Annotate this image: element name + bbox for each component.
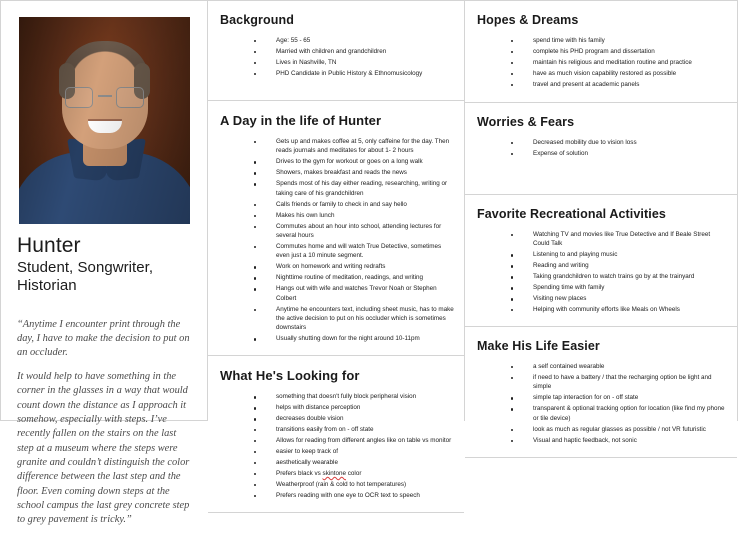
persona-identity — [1, 224, 207, 306]
list-item: Visiting new places — [511, 294, 727, 303]
list-item: Makes his own lunch — [254, 211, 454, 220]
quote-paragraph-2: It would help to have something in the corner in the glasses in a way that would count down the distance as I approach it somehow, especially with steps. I’ve recently fallen on the stairs on the last step at a museum where the steps were granite and couldn’t distinguish the color difference between the last step and the floor. Even coming down steps at the school campus the last grey concrete step to grey pavement is tricky.” — [17, 370, 190, 526]
persona-name: Hunter — [17, 234, 81, 257]
middle-column — [208, 0, 465, 499]
section-worries-fears-list — [477, 138, 727, 158]
list-item: Lives in Nashville, TN — [254, 58, 454, 67]
list-item: Work on homework and writing redrafts — [254, 262, 454, 271]
section-day-in-life-title: A Day in the life of Hunter — [220, 113, 382, 128]
section-favorite-activities — [465, 195, 737, 327]
list-item: Expense of solution — [511, 149, 727, 158]
list-item: easier to keep track of — [254, 447, 454, 456]
list-item: Prefers black vs skintone color — [254, 469, 454, 478]
list-item: complete his PHD program and dissertation — [511, 47, 727, 56]
section-background-list — [220, 36, 454, 78]
section-worries-fears — [465, 103, 737, 195]
section-day-in-life-list — [220, 137, 454, 344]
list-item: Watching TV and movies like True Detective and If Beale Street Could Talk — [511, 230, 727, 249]
list-item: Drives to the gym for workout or goes on a long walk — [254, 157, 454, 166]
section-hopes-dreams-list — [477, 36, 727, 89]
section-background-title: Background — [220, 13, 294, 27]
spellcheck-underlined-word: skintone — [322, 469, 347, 477]
portrait-photo-container — [1, 1, 207, 224]
section-looking-for-title: What He's Looking for — [220, 368, 360, 384]
list-item: Visual and haptic feedback, not sonic — [511, 436, 727, 445]
list-item: a self contained wearable — [511, 362, 727, 371]
list-item: Married with children and grandchildren — [254, 47, 454, 56]
list-item: Decreased mobility due to vision loss — [511, 138, 727, 147]
list-item: Hangs out with wife and watches Trevor Noah or Stephen Colbert — [254, 284, 454, 303]
list-item: transitions easily from on - off state — [254, 425, 454, 434]
list-item: Weatherproof (rain & cold to hot temperatures) — [254, 480, 454, 489]
portrait-photo — [19, 17, 190, 224]
section-favorite-activities-title: Favorite Recreational Activities — [477, 207, 666, 221]
list-item: look as much as regular glasses as possible / not VR futuristic — [511, 425, 727, 434]
section-hopes-dreams — [465, 0, 737, 103]
list-item: Prefers reading with one eye to OCR text to speech — [254, 491, 454, 500]
list-item: Anytime he encounters text, including sheet music, has to make the active decision to put on his occluder which is sometimes downstairs — [254, 305, 454, 333]
list-item: Spends most of his day either reading, researching, writing or taking care of his grandchildren — [254, 179, 454, 198]
list-item: spend time with his family — [511, 36, 727, 45]
list-item: helps with distance perception — [254, 403, 454, 412]
list-item: if need to have a battery / that the recharging option be light and simple — [511, 373, 727, 392]
portrait-lighting-overlay — [19, 17, 190, 224]
list-item: PHD Candidate in Public History & Ethnomusicology — [254, 69, 454, 78]
list-item: something that doesn't fully block peripheral vision — [254, 392, 454, 401]
list-item: Age: 55 - 65 — [254, 36, 454, 45]
section-looking-for-list — [220, 392, 454, 500]
list-item: Commutes home and will watch True Detective, sometimes even just a 10 minute segment. — [254, 242, 454, 261]
right-column — [465, 0, 738, 444]
section-background — [208, 0, 464, 101]
quote-paragraph-1: “Anytime I encounter print through the day, I have to make the decision to put on an occluder. — [17, 318, 190, 359]
section-make-life-easier-list — [477, 362, 727, 445]
list-item: Helping with community efforts like Meals on Wheels — [511, 305, 727, 314]
list-item: Gets up and makes coffee at 5, only caffeine for the day. Then reads journals and meditates for about 1- 2 hours — [254, 137, 454, 156]
section-make-life-easier — [465, 327, 737, 458]
list-item: Showers, makes breakfast and reads the news — [254, 168, 454, 177]
list-item: decreases double vision — [254, 414, 454, 423]
list-item: have as much vision capability restored as possible — [511, 69, 727, 78]
persona-quote — [1, 308, 207, 536]
section-hopes-dreams-title: Hopes & Dreams — [477, 13, 579, 27]
section-worries-fears-title: Worries & Fears — [477, 115, 575, 129]
list-item: Usually shutting down for the night around 10-11pm — [254, 334, 454, 343]
list-item: Allows for reading from different angles like on table vs monitor — [254, 436, 454, 445]
list-item: Taking grandchildren to watch trains go by at the trainyard — [511, 272, 727, 281]
list-item: simple tap interaction for on - off state — [511, 393, 727, 402]
persona-sidebar — [0, 0, 208, 526]
list-item: Calls friends or family to check in and say hello — [254, 200, 454, 209]
list-item: Commutes about an hour into school, attending lectures for several hours — [254, 222, 454, 241]
list-item: travel and present at academic panels — [511, 80, 727, 89]
list-item: Nighttime routine of meditation, readings, and writing — [254, 273, 454, 282]
section-looking-for — [208, 356, 464, 512]
section-make-life-easier-title: Make His Life Easier — [477, 339, 600, 353]
section-favorite-activities-list — [477, 230, 727, 315]
list-item: maintain his religious and meditation routine and practice — [511, 58, 727, 67]
list-item: aesthetically wearable — [254, 458, 454, 467]
list-item: Listening to and playing music — [511, 250, 727, 259]
list-item: Reading and writing — [511, 261, 727, 270]
list-item: Spending time with family — [511, 283, 727, 292]
section-day-in-life — [208, 101, 464, 356]
list-item: transparent & optional tracking option for location (like find my phone or tile device) — [511, 404, 727, 423]
persona-role: Student, Songwriter, Historian — [17, 258, 154, 295]
